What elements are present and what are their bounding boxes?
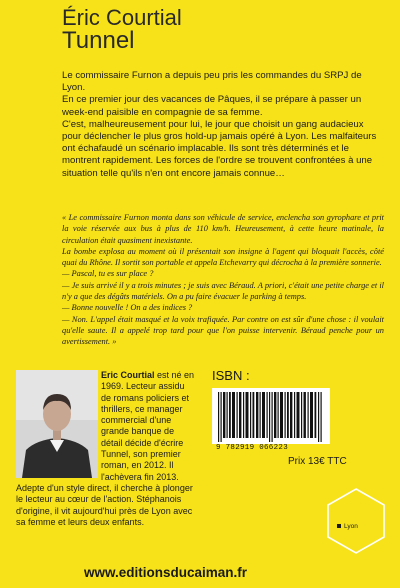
excerpt-paragraph: — Pascal, tu es sur place ? xyxy=(62,269,154,279)
blurb-paragraph: Le commissaire Furnon a depuis peu pris les commandes du SRPJ de Lyon. xyxy=(62,70,362,94)
barcode xyxy=(212,388,330,444)
hexagon-logo-icon xyxy=(325,487,387,555)
excerpt-paragraph: — Non. L'appel était masqué et la voix trafiquée. Par contre on est sûr d'une chose : il voulait qu'elle saute. Il a appelé trop tard pour que l'on puisse intervenir. Béraud penche pour un avertissement. » xyxy=(62,314,384,347)
publisher-website-link[interactable]: www.editionsducaiman.fr xyxy=(84,565,248,580)
author-bio xyxy=(16,370,196,528)
barcode-digits: 9 782919 066223 xyxy=(216,444,289,452)
blurb xyxy=(62,70,382,180)
price: Prix 13€ TTC xyxy=(288,456,347,467)
excerpt-paragraph: — Je suis arrivé il y a trois minutes ; je suis avec Béraud. A priori, c'était une petite charge et il n'y a que des dégâts matériels. On a pu faire évacuer le parking à temps. xyxy=(62,280,384,302)
blurb-paragraph: C'est, malheureusement pour lui, le jour que choisit un gang audacieux pour déclencher le plus gros hold-up jamais opéré à Lyon. Les malfaiteurs ont échafaudé un scénario implacable. Ils sont très déterminés et le montrent rapidement. Les forces de l'ordre se trouvent confrontées à une situation telle qu'ils n'en ont encore jamais connue… xyxy=(62,118,377,179)
author-name: Éric Courtial xyxy=(62,5,182,30)
logo-text: Lyon xyxy=(344,523,358,530)
excerpt-paragraph: — Bonne nouvelle ! On a des indices ? xyxy=(62,303,193,313)
blurb-paragraph: En ce premier jour des vacances de Pâques, il se prépare à passer un week-end paisible en compagnie de sa femme. xyxy=(62,94,362,118)
excerpt-paragraph: La bombe explosa au moment où il présentait son insigne à l'agent qui bloquait l'accès, côté quai du Rhône. Il sortit son portable et appela Etchevarry qui décrocha à la première sonnerie. xyxy=(62,246,384,268)
barcode-image xyxy=(212,388,330,444)
excerpt xyxy=(62,212,384,348)
excerpt-paragraph: « Le commissaire Furnon monta dans son véhicule de service, enclencha son gyrophare et prit la voie réservée aux bus à plus de 110 km/h. Heureusement, à cette heure matinale, la circulation était quasiment inexistante. xyxy=(62,213,384,245)
bio-author-name: Eric Courtial xyxy=(101,370,155,380)
isbn-label: ISBN : xyxy=(212,368,250,383)
publisher-logo xyxy=(325,487,387,555)
bio-text: est né en 1969. Lecteur assidu de romans policiers et thrillers, ce manager commercial d'une grande banque de détail décide d'écrire Tunnel, son premier roman, en 2012. Il l'achèvera fin 2013. Adepte d'un style direct, il cherche à plonger le lecteur au cœur de l'action. Stéphanois d'origine, il vit aujourd'hui près de Lyon avec sa femme et leurs deux enfants. xyxy=(16,370,195,527)
book-title: Tunnel xyxy=(62,27,135,54)
